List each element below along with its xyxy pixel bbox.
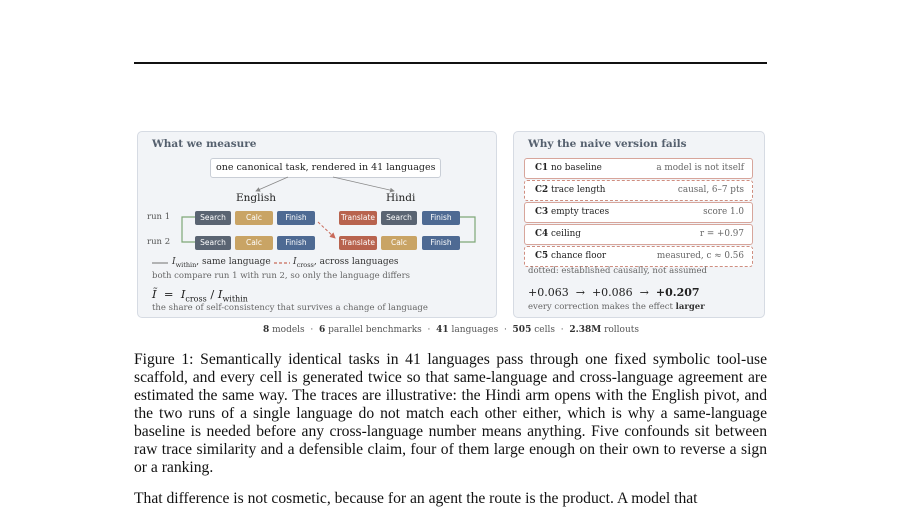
confound-value: measured, c ≈ 0.56 (656, 251, 744, 261)
hindi-run2-step-2: Calc (381, 236, 417, 250)
english-run1-step-3: Finish (277, 211, 315, 225)
ratio-formula: Ĩ = $I_{cross} / I_{within}$ (152, 287, 248, 304)
confound-name: no baseline (551, 163, 602, 173)
confound-code: C4 (535, 229, 549, 239)
canonical-task-box: one canonical task, rendered in 41 languages (210, 158, 441, 178)
confound-row-c2 (524, 180, 753, 201)
confound-name: ceiling (551, 229, 581, 239)
confound-code: C1 (535, 163, 549, 173)
within-bracket-hindi (460, 217, 475, 242)
arrow-to-hindi (333, 177, 394, 191)
confounds-panel (513, 131, 765, 318)
stats-line: 8 models · 6 parallel benchmarks · 41 languages · 505 cells · 2.38M rollouts (262, 325, 640, 335)
confound-row-c3 (524, 202, 753, 223)
confounds-panel-title: Why the naive version fails (528, 138, 687, 150)
legend-within: $I_{within}$, same language (172, 257, 271, 269)
hindi-run1-step-3: Finish (422, 211, 460, 225)
hindi-run1-step-1: Translate (339, 211, 377, 225)
confound-value: r = +0.97 (699, 229, 744, 239)
english-label: English (236, 192, 277, 204)
top-rule (134, 62, 767, 64)
english-run2-step-1: Search (195, 236, 231, 250)
arrow-to-english (256, 177, 288, 191)
english-run2-step-2: Calc (235, 236, 273, 250)
confound-row-c4 (524, 224, 753, 245)
hindi-label: Hindi (386, 192, 416, 204)
confound-row-c1 (524, 158, 753, 179)
run2-label: run 2 (147, 237, 171, 247)
dotted-note: dotted: established causally, not assumed (528, 266, 707, 276)
effect-sequence: +0.063 → +0.086 → +0.207 (528, 286, 700, 299)
confound-name: empty traces (551, 207, 610, 217)
confound-value: score 1.0 (703, 207, 744, 217)
run1-label: run 1 (147, 212, 171, 222)
confound-row-c5 (524, 246, 753, 267)
body-paragraph-start: That difference is not cosmetic, because for an agent the route is the product. A model that (134, 490, 698, 507)
figure-caption: Figure 1: Semantically identical tasks in 41 languages pass through one fixed symbolic tool-use scaffold, and every cell is generated twice so that same-language and cross-language agreement are estimated the same way. The traces are illustrative: the Hindi arm opens with the English pivot, and the two runs of a single language do not match each other either, which is why a same-language baseline is needed before any cross-language number means anything. Five confounds sit between raw trace similarity and a defensible claim, four of them large enough on their own to reverse a sign or a ranking. (134, 351, 767, 476)
confound-code: C3 (535, 207, 549, 217)
english-run1-step-1: Search (195, 211, 231, 225)
hindi-run2-step-3: Finish (422, 236, 460, 250)
cross-link (318, 222, 335, 238)
legend-cross: $I_{cross}$, across languages (293, 257, 399, 269)
hindi-run2-step-1: Translate (339, 236, 377, 250)
confound-value: a model is not itself (656, 163, 744, 173)
hindi-run1-step-2: Search (381, 211, 417, 225)
english-run2-step-3: Finish (277, 236, 315, 250)
confound-value: causal, 6–7 pts (677, 185, 744, 195)
confound-name: trace length (551, 185, 606, 195)
within-bracket-english (182, 217, 195, 242)
compare-note: both compare run 1 with run 2, so only the language differs (152, 271, 411, 281)
english-run1-step-2: Calc (235, 211, 273, 225)
measure-panel (137, 131, 497, 318)
formula-note: the share of self-consistency that survives a change of language (152, 303, 428, 313)
confound-code: C2 (535, 185, 549, 195)
effect-note: every correction makes the effect larger (528, 302, 705, 312)
confound-code: C5 (535, 251, 549, 261)
confound-name: chance floor (551, 251, 607, 261)
measure-panel-title: What we measure (152, 138, 257, 150)
